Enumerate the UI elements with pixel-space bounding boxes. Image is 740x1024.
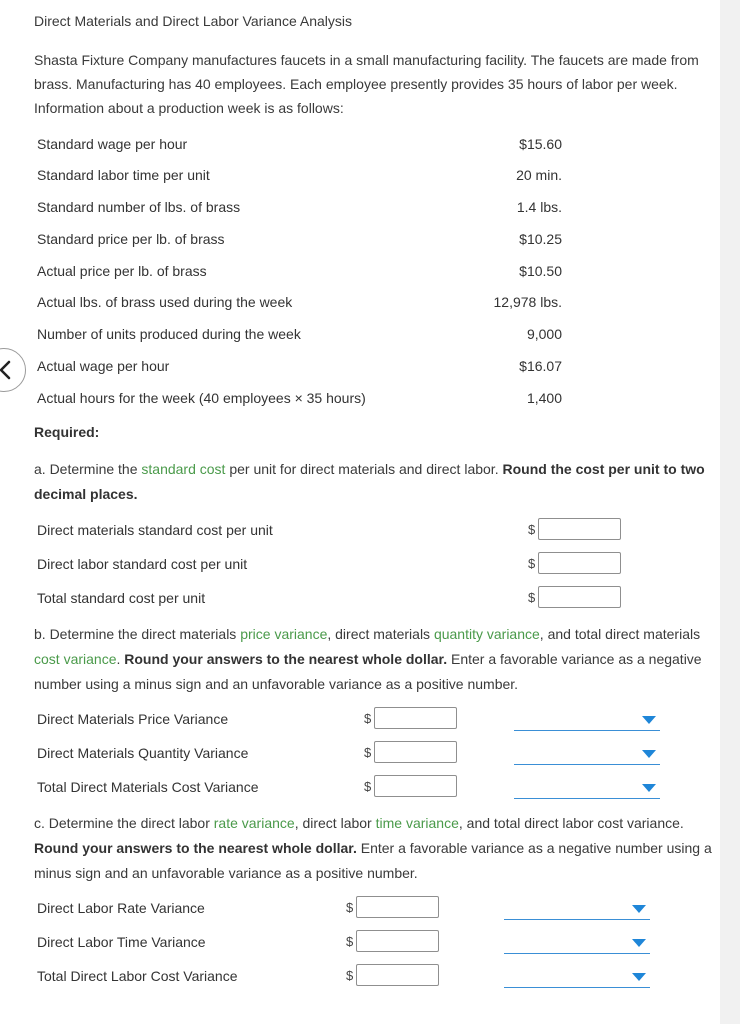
text-run: , direct labor — [294, 815, 376, 831]
text-run: , and total direct materials — [539, 626, 701, 642]
currency-sign: $ — [346, 968, 354, 983]
info-value: $10.25 — [519, 231, 562, 247]
info-row — [37, 231, 562, 251]
dl-rate-variance-select[interactable] — [504, 901, 650, 920]
info-row — [37, 358, 562, 378]
chevron-left-icon — [0, 360, 11, 380]
info-label: Standard wage per hour — [37, 136, 188, 152]
currency-sign: $ — [364, 711, 372, 726]
answer-label: Total Direct Labor Cost Variance — [37, 968, 238, 984]
dl-total-variance-select[interactable] — [504, 969, 650, 988]
bold-instruction: Round your answers to the nearest whole dollar. — [124, 651, 448, 667]
caret-down-icon — [642, 716, 656, 724]
glossary-term-link[interactable]: standard cost — [141, 461, 226, 477]
glossary-term-link[interactable]: rate variance — [213, 815, 295, 831]
currency-sign: $ — [528, 522, 536, 537]
text-run: , direct materials — [327, 626, 434, 642]
currency-sign: $ — [346, 934, 354, 949]
info-value: 12,978 lbs. — [493, 294, 562, 310]
dl-time-variance-input[interactable] — [356, 930, 439, 952]
glossary-term-link[interactable]: price variance — [240, 626, 328, 642]
answer-label: Total Direct Materials Cost Variance — [37, 779, 259, 795]
info-value: $16.07 — [519, 358, 562, 374]
dm-total-variance-select[interactable] — [514, 780, 660, 799]
answer-label: Direct Labor Rate Variance — [37, 900, 205, 916]
caret-down-icon — [632, 973, 646, 981]
caret-down-icon — [642, 784, 656, 792]
part-a-instructions — [34, 457, 714, 507]
info-label: Standard number of lbs. of brass — [37, 199, 241, 215]
text-run: a. Determine the — [34, 461, 142, 477]
info-value: $10.50 — [519, 263, 562, 279]
info-label: Actual price per lb. of brass — [37, 263, 207, 279]
info-value: $15.60 — [519, 136, 562, 152]
info-value: 20 min. — [516, 167, 562, 183]
info-row — [37, 136, 562, 156]
answer-label: Direct Materials Quantity Variance — [37, 745, 249, 761]
text-run: . — [116, 651, 125, 667]
caret-down-icon — [632, 905, 646, 913]
info-row — [37, 263, 562, 283]
info-value: 1,400 — [526, 390, 562, 406]
text-run: Enter a favorable variance as a negative number using a minus sign and an unfavorable variance as a positive number. — [34, 651, 702, 692]
glossary-term-link[interactable]: cost variance — [34, 651, 117, 667]
dl-rate-variance-input[interactable] — [356, 896, 439, 918]
text-run: Enter a favorable variance as a negative number using a minus sign and an unfavorable variance as a positive number. — [34, 840, 712, 881]
currency-sign: $ — [364, 779, 372, 794]
info-row — [37, 167, 562, 187]
answer-label: Direct materials standard cost per unit — [37, 522, 273, 538]
answer-label: Total standard cost per unit — [37, 590, 206, 606]
answer-label: Direct labor standard cost per unit — [37, 556, 248, 572]
dl-time-variance-select[interactable] — [504, 935, 650, 954]
text-run: , and total direct labor cost variance. — [458, 815, 684, 831]
info-value: 9,000 — [526, 326, 562, 342]
dl-standard-cost-input[interactable] — [538, 552, 621, 574]
info-label: Number of units produced during the week — [37, 326, 301, 342]
currency-sign: $ — [346, 900, 354, 915]
part-c-instructions — [34, 811, 714, 886]
bold-instruction: Round your answers to the nearest whole dollar. — [34, 840, 357, 856]
currency-sign: $ — [528, 590, 536, 605]
dm-standard-cost-input[interactable] — [538, 518, 621, 540]
info-label: Actual wage per hour — [37, 358, 170, 374]
dl-total-variance-input[interactable] — [356, 964, 439, 986]
page-title: Direct Materials and Direct Labor Variance Analysis — [34, 13, 352, 29]
glossary-term-link[interactable]: time variance — [375, 815, 459, 831]
info-row — [37, 199, 562, 219]
total-standard-cost-input[interactable] — [538, 586, 621, 608]
dm-quantity-variance-select[interactable] — [514, 746, 660, 765]
text-run: b. Determine the direct materials — [34, 626, 241, 642]
info-label: Actual hours for the week (40 employees × 35 hours) — [37, 390, 366, 406]
required-heading: Required: — [34, 424, 100, 440]
info-row — [37, 326, 562, 346]
answer-label: Direct Labor Time Variance — [37, 934, 206, 950]
info-label: Standard price per lb. of brass — [37, 231, 225, 247]
dm-price-variance-select[interactable] — [514, 712, 660, 731]
glossary-term-link[interactable]: quantity variance — [433, 626, 540, 642]
text-run: c. Determine the direct labor — [34, 815, 214, 831]
dm-price-variance-input[interactable] — [374, 707, 457, 729]
bold-instruction: Round the cost per unit to two decimal places. — [34, 461, 705, 502]
currency-sign: $ — [364, 745, 372, 760]
intro-paragraph: Shasta Fixture Company manufactures faucets in a small manufacturing facility. The faucets are made from brass. Manufacturing has 40 employees. Each employee presently provides 35 hours of labor per week. Information about a production week is as follows: — [34, 52, 699, 116]
info-label: Actual lbs. of brass used during the week — [37, 294, 293, 310]
answer-label: Direct Materials Price Variance — [37, 711, 229, 727]
dm-quantity-variance-input[interactable] — [374, 741, 457, 763]
info-row — [37, 390, 562, 410]
currency-sign: $ — [528, 556, 536, 571]
info-value: 1.4 lbs. — [516, 199, 562, 215]
info-row — [37, 294, 562, 314]
caret-down-icon — [642, 750, 656, 758]
dm-total-variance-input[interactable] — [374, 775, 457, 797]
part-b-instructions — [34, 622, 714, 697]
info-label: Standard labor time per unit — [37, 167, 210, 183]
text-run: per unit for direct materials and direct labor. — [225, 461, 503, 477]
caret-down-icon — [632, 939, 646, 947]
